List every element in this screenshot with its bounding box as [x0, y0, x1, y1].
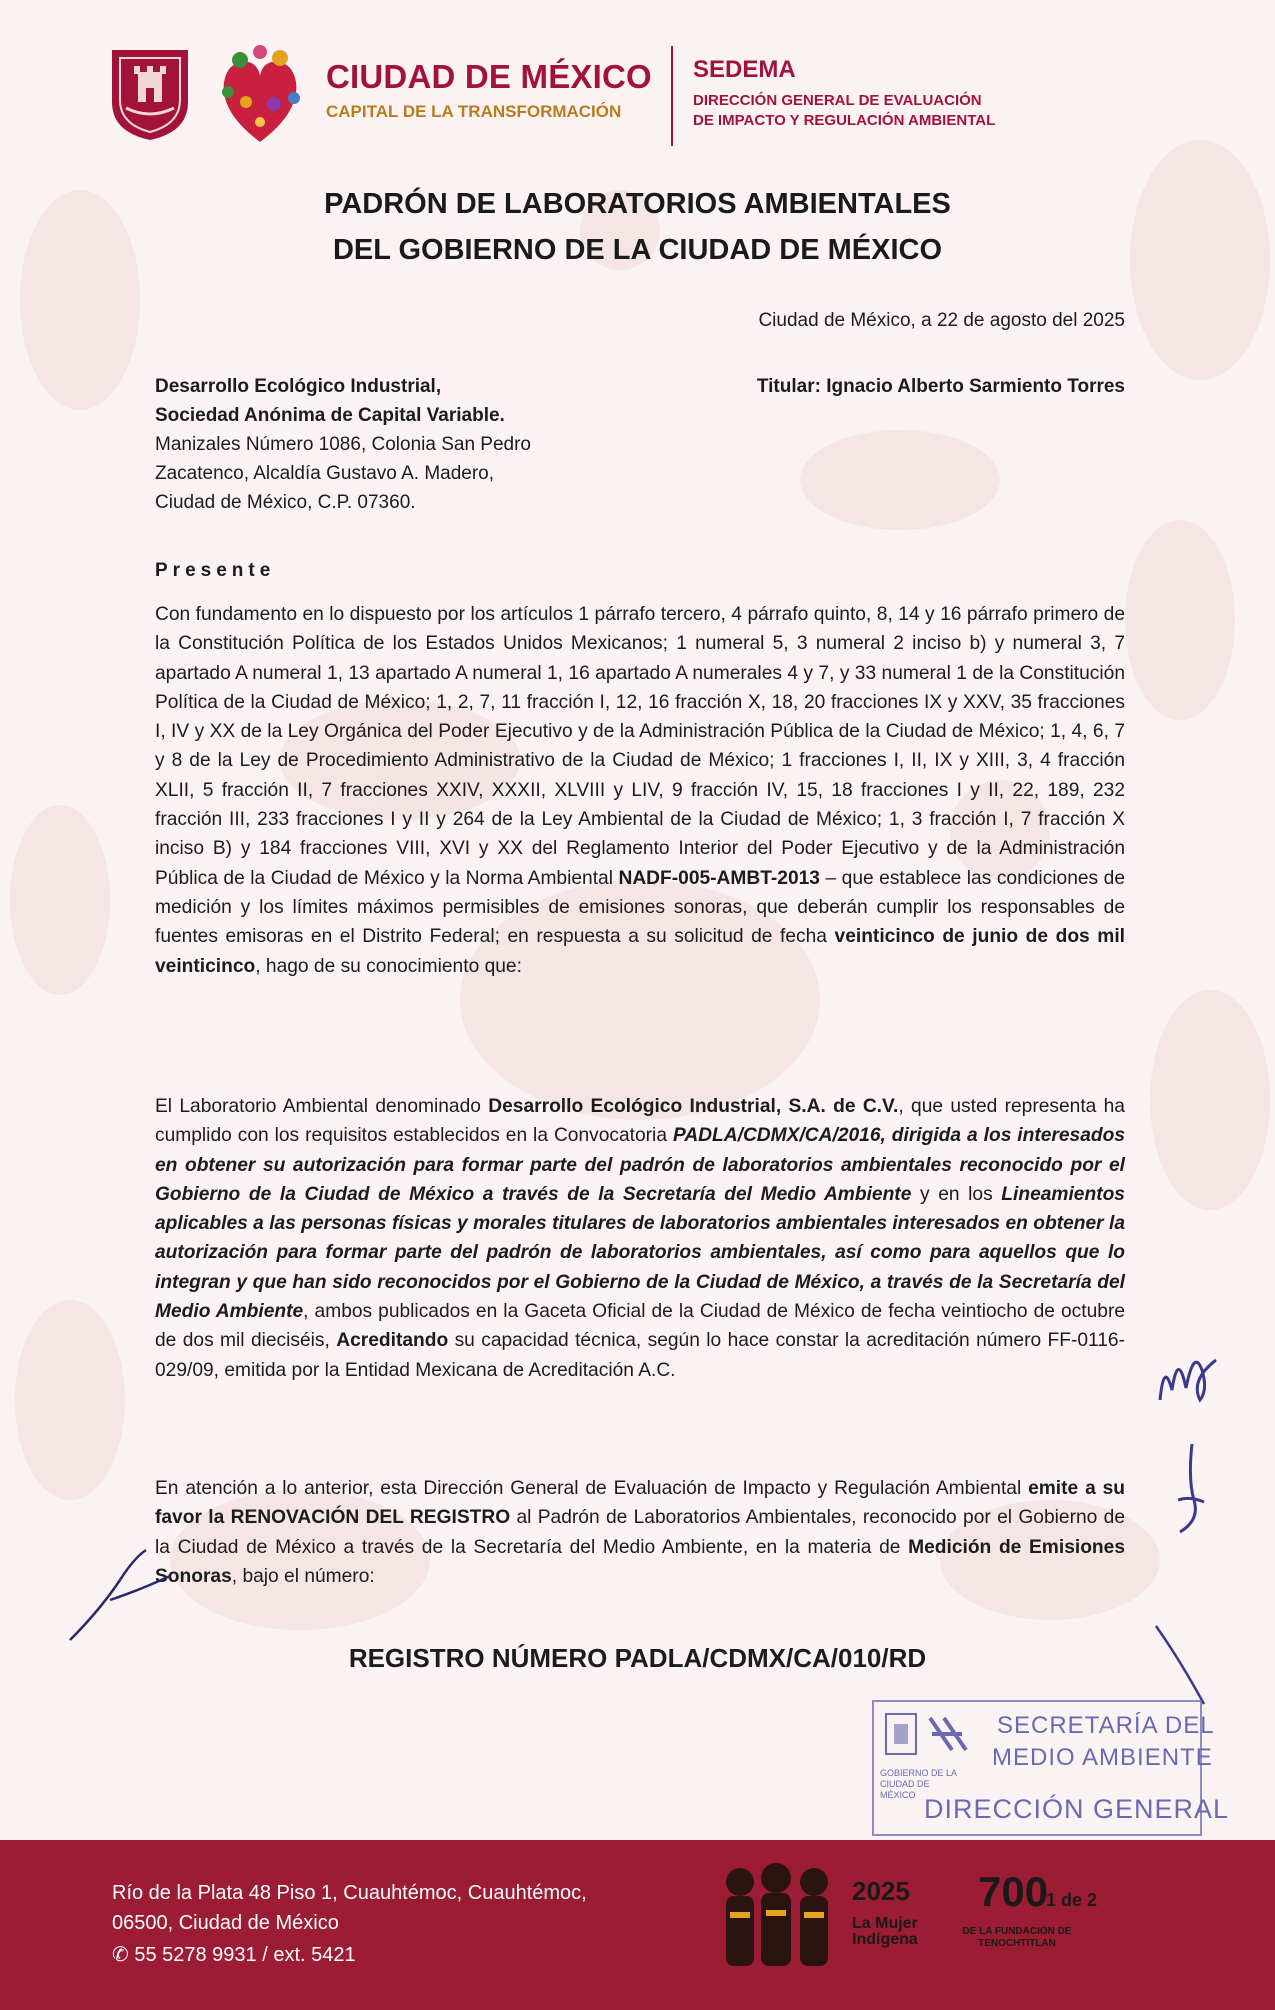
p2-acreditando: Acreditando	[336, 1330, 449, 1352]
p2-lab-name: Desarrollo Ecológico Industrial, S.A. de C.V.	[488, 1096, 899, 1117]
stamp-text-line1: SECRETARÍA DEL	[997, 1712, 1215, 1739]
stamp-logo-icon	[882, 1710, 982, 1760]
p3-text-e: , bajo el número:	[231, 1565, 375, 1587]
p3-text-a: En atención a lo anterior, esta Dirección General de Evaluación de Impacto y Regulación Ambiental	[155, 1478, 1029, 1499]
handwritten-mark-icon	[1170, 1440, 1210, 1540]
registration-number: REGISTRO NÚMERO PADLA/CDMX/CA/010/RD	[348, 1643, 927, 1673]
p2-text-i: su capacidad técnica, según lo hace constar la acreditación número FF-0116-029/09, emitida por la Entidad Mexicana de Acreditación A.C.	[155, 1330, 1125, 1381]
paragraph-laboratory	[155, 1092, 1125, 1385]
handwritten-signature-icon	[60, 1540, 180, 1650]
indigenous-women-illustration-icon	[718, 1852, 848, 1972]
footer-address-line2: 06500, Ciudad de México	[112, 1912, 339, 1934]
stamp-text-line3: DIRECCIÓN GENERAL	[924, 1794, 1230, 1824]
p2-text-c: , que usted representa ha cumplido con los requisitos establecidos en la Convocatoria	[155, 1096, 1125, 1147]
p3-text-c: al Padrón de Laboratorios Ambientales, reconocido por el Gobierno de la Ciudad de México a través de la Secretaría del Medio Ambiente, en la materia de	[155, 1507, 1125, 1558]
recipient-name-line2: Sociedad Anónima de Capital Variable.	[155, 405, 505, 426]
footer-bar	[0, 1840, 1275, 2010]
p3-renovacion: emite a su favor la RENOVACIÓN DEL REGISTRO	[155, 1478, 1125, 1529]
letterhead	[108, 42, 1008, 152]
header-divider	[671, 46, 673, 146]
sedema-directorate-line1: DIRECCIÓN GENERAL DE EVALUACIÓN	[693, 92, 982, 109]
p1-text-e: , hago de su conocimiento que:	[255, 955, 522, 977]
page-number: 1 de 2	[1046, 1890, 1098, 1910]
recipient-address-line1: Manizales Número 1086, Colonia San Pedro	[155, 434, 531, 455]
paragraph-legal-basis	[155, 600, 1125, 981]
p3-materia: Medición de Emisiones Sonoras	[155, 1536, 1125, 1587]
footer-teno-line2: TENOCHTITLAN	[978, 1938, 1056, 1949]
footer-phone: ✆ 55 5278 9931 / ext. 5421	[112, 1944, 356, 1966]
footer-teno-line1: DE LA FUNDACIÓN DE	[962, 1926, 1072, 1937]
document-date: Ciudad de México, a 22 de agosto del 2025	[758, 310, 1125, 331]
p2-lineamientos: Lineamientos aplicables a las personas físicas y morales titulares de laboratorios ambientales interesados en obtener la autorización para formar parte del padrón de laboratorios ambientales, así como para aquellos que lo integran y que han sido reconocidos por el Gobierno de la Ciudad de México, a través de la Secretaría del Medio Ambiente	[155, 1183, 1125, 1323]
p2-convocatoria: PADLA/CDMX/CA/2016, dirigida a los interesados en obtener su autorización para formar parte del padrón de laboratorios ambientales reconocido por el Gobierno de la Ciudad de México a través de la Secretaría del Medio Ambiente	[155, 1125, 1126, 1205]
p1-request-date: veinticinco de junio de dos mil veinticinco	[155, 926, 1125, 977]
cdmx-title: CIUDAD DE MÉXICO	[326, 58, 652, 95]
cdmx-subtitle: CAPITAL DE LA TRANSFORMACIÓN	[326, 102, 622, 121]
sedema-directorate-line2: DE IMPACTO Y REGULACIÓN AMBIENTAL	[693, 112, 996, 129]
footer-mujer-indigena	[852, 1916, 918, 1948]
footer-mujer-line1: La Mujer	[852, 1915, 918, 1932]
footer-address-line1: Río de la Plata 48 Piso 1, Cuauhtémoc, Cuauhtémoc,	[112, 1882, 587, 1904]
sedema-title: SEDEMA	[693, 56, 796, 83]
official-stamp	[872, 1700, 1230, 1835]
footer-700-anos: 700	[978, 1868, 1049, 1915]
footer-mujer-line2: Indígena	[852, 1931, 918, 1948]
handwritten-stroke-icon	[1150, 1620, 1210, 1710]
p1-norma: NADF-005-AMBT-2013	[618, 867, 820, 889]
recipient-address-line3: Ciudad de México, C.P. 07360.	[155, 492, 416, 513]
cdmx-coat-of-arms-icon	[108, 46, 192, 142]
document-title-line1: PADRÓN DE LABORATORIOS AMBIENTALES	[324, 188, 951, 220]
stamp-text-line2: MEDIO AMBIENTE	[992, 1744, 1213, 1771]
p2-text-a: El Laboratorio Ambiental denominado	[155, 1096, 489, 1117]
document-title-line2: DEL GOBIERNO DE LA CIUDAD DE MÉXICO	[332, 234, 943, 266]
handwritten-initials-icon	[1150, 1330, 1230, 1420]
titular-name: Titular: Ignacio Alberto Sarmiento Torres	[756, 376, 1125, 397]
footer-year-2025: 2025	[852, 1876, 910, 1906]
p1-text-a: Con fundamento en lo dispuesto por los artículos 1 párrafo tercero, 4 párrafo quinto, 8, 14 y 16 párrafo primero de la Constitución Política de los Estados Unidos Mexicanos; 1 numeral 5, 3 numeral 2 inciso b) y numeral 3, 7 apartado A numeral 1, 13 apartado A numeral 1, 16 apartado A numerales 4 y 7, y 33 numeral 1 de la Constitución Política de la Ciudad de México; 1, 2, 7, 11 fracción I, 12, 16 fracción X, 18, 20 fracciones IX y XXV, 35 fracciones I, IV y XX de la Ley Orgánica del Poder Ejecutivo y de la Administración Pública de la Ciudad de México; 1, 4, 6, 7 y 8 de la Ley de Procedimiento Administrativo de la Ciudad de México; 1 fracciones I, II, IX y XIII, 3, 4 fracción XLII, 5 fracción II, 7 fracciones XXIV, XXXII, XLVIII y LIV, 9 fracción IV, 15, 18 fracciones I y II, 22, 189, 232 fracción III, 233 fracciones I y II y 264 de la Ley Ambiental de la Ciudad de México; 1, 3 fracción I, 7 fracción X inciso B) y 184 fracciones VIII, XVI y XX del Reglamento Interior del Poder Ejecutivo y de la Administración Pública de la Ciudad de México y la Norma Ambiental	[155, 604, 1125, 889]
stamp-gob-line1: GOBIERNO DE LA	[880, 1768, 958, 1778]
p1-text-c: – que establece las condiciones de medición y los límites máximos permisibles de emisiones sonoras, que deberán cumplir los responsables de fuentes emisoras en el Distrito Federal; en respuesta a su solicitud de fecha	[155, 867, 1125, 948]
p2-text-e: y en los	[911, 1183, 1002, 1205]
footer-tenochtitlan	[952, 1926, 1082, 1950]
stamp-gob-line2: CIUDAD DE MÉXICO	[880, 1779, 930, 1800]
salutation: Presente	[155, 560, 276, 581]
floral-heart-logo-icon	[212, 42, 308, 150]
paragraph-renewal	[155, 1474, 1125, 1591]
recipient-name-line1: Desarrollo Ecológico Industrial,	[155, 376, 442, 397]
recipient-address-line2: Zacatenco, Alcaldía Gustavo A. Madero,	[155, 463, 495, 484]
p2-text-g: , ambos publicados en la Gaceta Oficial de la Ciudad de México de fecha veintiocho de octubre de dos mil dieciséis,	[155, 1301, 1126, 1352]
recipient-block	[155, 372, 655, 517]
